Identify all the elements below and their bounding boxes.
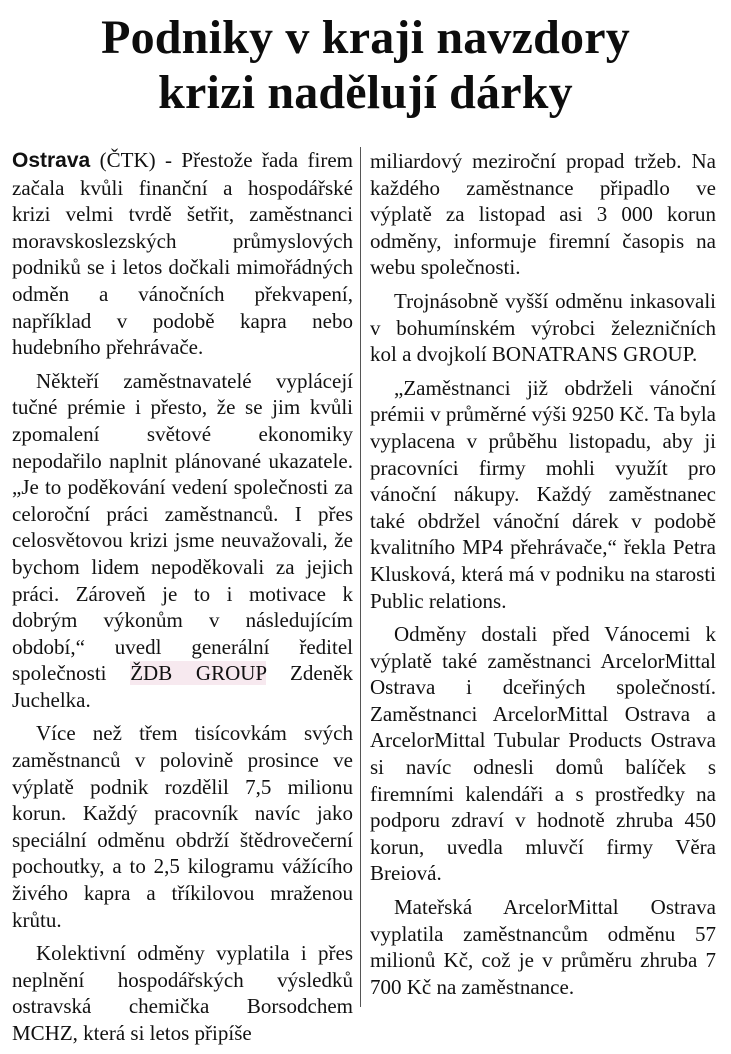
paragraph-2-text-after: Zdeněk Juchelka.: [12, 661, 353, 712]
article-paragraph-8: Odměny dostali před Vánocemi k výplatě také zaměstnanci ArcelorMittal Ostrava i dceřiných společností. Zaměstnanci ArcelorMittal Ostrava a ArcelorMittal Tubular Products Ostrava si navíc odnesli domů balíček s firemními kalendáři a s prostředky na podporu zdraví v hodnotě zhruba 450 korun, uvedla mluvčí firmy Věra Breiová.: [370, 622, 716, 886]
article-paragraph-1: [12, 147, 353, 361]
dateline: Ostrava: [12, 149, 91, 172]
article-paragraph-7: „Zaměstnanci již obdrželi vánoční prémii v průměrné výši 9250 Kč. Ta byla vyplacena v průběhu listopadu, aby ji pracovníci firmy mohli využít pro vánoční nákupy. Každý zaměstnanec také obdržel vánoční dárek v podobě kvalitního MP4 přehrávače,“ řekla Petra Klusková, která má v podniku na starosti Public relations.: [370, 375, 716, 613]
article-paragraph-2: [12, 368, 353, 714]
article-paragraph-5: miliardový meziroční propad tržeb. Na každého zaměstnance připadlo ve výplatě za listopad asi 3 000 korun odměny, informuje firemní časopis na webu společnosti.: [370, 149, 716, 280]
article-paragraph-6: Trojnásobně vyšší odměnu inkasovali v bohumínském výrobci železničních kol a dvojkolí BONATRANS GROUP.: [370, 288, 716, 367]
paragraph-2-text-before: Někteří zaměstnavatelé vyplácejí tučné prémie i přesto, že se jim kvůli zpomalení světové ekonomiky nepodařilo naplnit plánované ukazatele. „Je to poděkování vedení společnosti za celoroční práci zaměstnanců. I přes celosvětovou krizi jsme neuvažovali, že bychom lidem nepoděkovali za jejich práci. Zároveň je to i motivace k dobrým výkonům v následujícím období,“ uvedl generální ředitel společnosti: [12, 368, 353, 686]
highlighted-company-name: ŽDB GROUP: [130, 661, 267, 686]
article-column-right: [370, 148, 716, 1007]
headline: [0, 10, 731, 120]
article-column-left: [12, 147, 353, 1054]
article-paragraph-3: Více než třem tisícovkám svých zaměstnanců v polovině prosince ve výplatě podnik rozdělil 7,5 milionu korun. Každý pracovník navíc jako speciální odměnu obdrží štědrovečerní pochoutky, a to 2,5 kilogramu vážícího živého kapra a tříkilovou mraženou krůtu.: [12, 721, 353, 932]
article-paragraph-9: Mateřská ArcelorMittal Ostrava vyplatila zaměstnancům odměnu 57 milionů Kč, což je v průměru zhruba 7 700 Kč na zaměstnance.: [370, 895, 716, 999]
paragraph-1-text: (ČTK) - Přestože řada firem začala kvůli finanční a hospodářské krizi velmi tvrdě šetřit, zaměstnanci moravskoslezských průmyslových podniků se i letos dočkali mimořádných odměn a vánočních překvapení, například v podobě kapra nebo hudebního přehrávače.: [12, 148, 353, 360]
article-paragraph-4: Kolektivní odměny vyplatila i přes neplnění hospodářských výsledků ostravská chemička Borsodchem MCHZ, která si letos připíše: [12, 941, 353, 1045]
column-divider: [360, 147, 361, 1007]
headline-line-1: Podniky v kraji navzdory: [101, 11, 630, 64]
headline-line-2: krizi nadělují dárky: [158, 66, 573, 119]
